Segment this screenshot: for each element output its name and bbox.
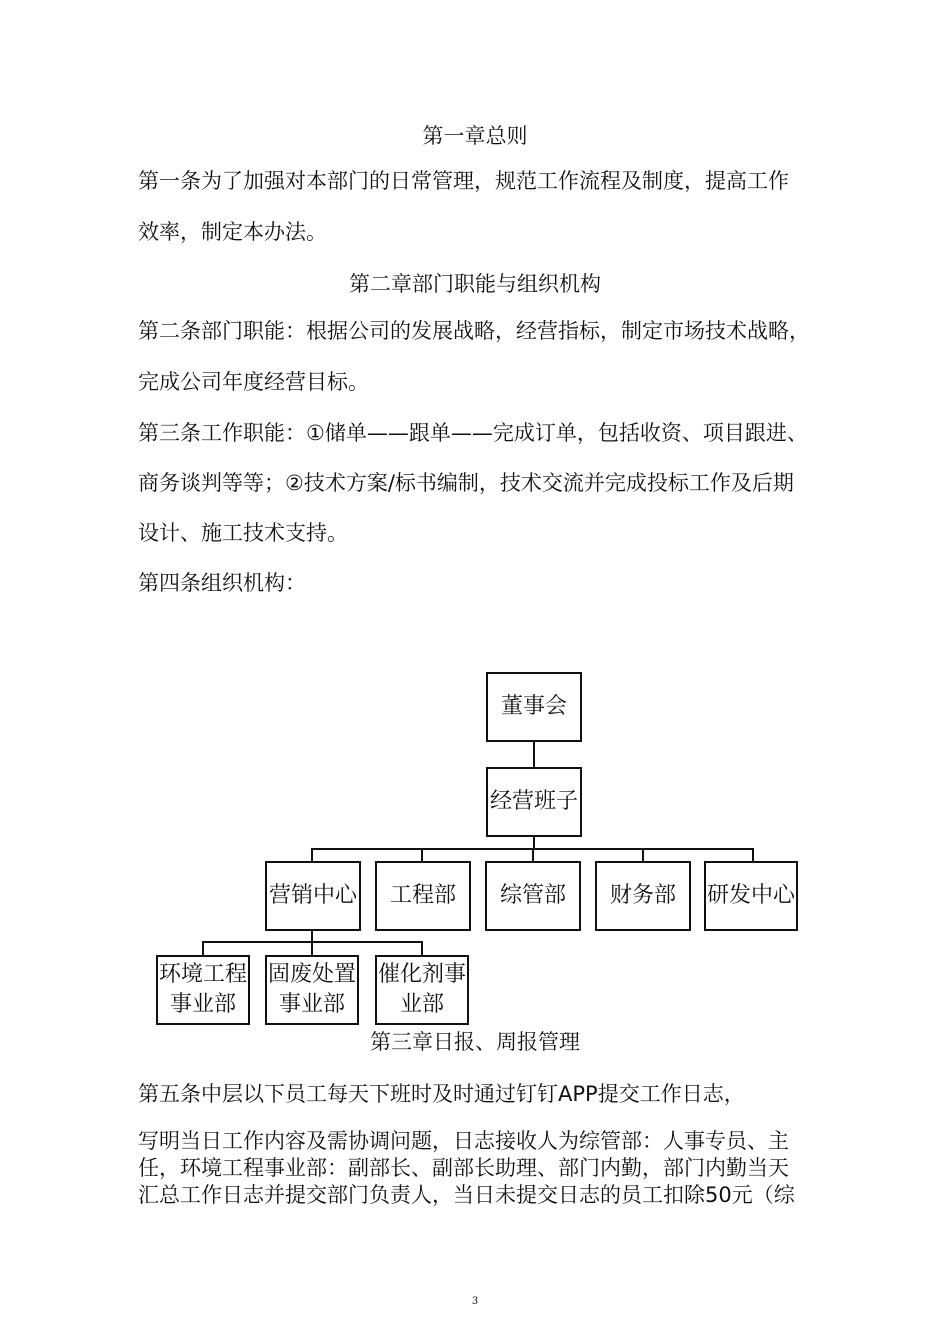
connector-dept5 xyxy=(752,848,754,862)
subunit-environmental-line2: 事业部 xyxy=(169,992,236,1017)
dept-engineering-box xyxy=(375,861,471,931)
article2-line1: 第二条部门职能：根据公司的发展战略，经营指标，制定市场技术战略， xyxy=(138,319,810,343)
subunit-catalyst-line2: 业部 xyxy=(399,992,444,1017)
dept-finance-label: 财务部 xyxy=(609,883,676,908)
article5-line3: 任，环境工程事业部：副部长、副部长助理、部门内勤，部门内勤当天 xyxy=(138,1156,789,1180)
subunit-solidwaste-box xyxy=(265,955,359,1025)
management-label: 经营班子 xyxy=(489,789,578,814)
article5-paragraph xyxy=(138,1128,818,1209)
subunit-catalyst-line1: 催化剂事 xyxy=(377,962,466,987)
article1-line2: 效率，制定本办法。 xyxy=(138,220,327,244)
article5-line4: 汇总工作日志并提交部门负责人，当日未提交日志的员工扣除50元（综 xyxy=(138,1183,795,1207)
dept-engineering-label: 工程部 xyxy=(389,883,456,908)
dept-marketing-label: 营销中心 xyxy=(268,883,357,908)
article3-line2: 商务谈判等等；②技术方案/标书编制，技术交流并完成投标工作及后期 xyxy=(138,471,794,495)
board-label: 董事会 xyxy=(500,694,567,719)
dept-admin-label: 综管部 xyxy=(499,883,566,908)
subunit-environmental-box xyxy=(156,955,250,1025)
article2-line2: 完成公司年度经营目标。 xyxy=(138,370,369,394)
management-box xyxy=(486,767,582,837)
article5-line1: 第五条中层以下员工每天下班时及时通过钉钉APP提交工作日志， xyxy=(138,1082,745,1106)
article5-line2: 写明当日工作内容及需协调问题，日志接收人为综管部：人事专员、主 xyxy=(138,1129,789,1153)
subunit-solidwaste-line2: 事业部 xyxy=(278,992,345,1017)
article4: 第四条组织机构： xyxy=(138,571,306,595)
article3-line3: 设计、施工技术支持。 xyxy=(138,521,348,545)
dept-finance-box xyxy=(595,861,691,931)
connector-sub2 xyxy=(311,941,313,956)
chapter2-title: 第二章部门职能与组织机构 xyxy=(349,272,601,296)
dept-admin-box xyxy=(485,861,581,931)
connector-dept1 xyxy=(311,848,313,862)
connector-board-management xyxy=(533,740,535,768)
subunit-environmental-line1: 环境工程 xyxy=(158,962,247,987)
connector-dept2 xyxy=(421,848,423,862)
board-box xyxy=(486,672,582,742)
dept-marketing-box xyxy=(265,861,361,931)
connector-sub1 xyxy=(202,941,204,956)
page-number: 3 xyxy=(471,1296,479,1307)
connector-dept3 xyxy=(532,848,534,862)
subunit-catalyst-box xyxy=(375,955,469,1025)
subunit-solidwaste-line1: 固废处置 xyxy=(267,962,356,987)
dept-rnd-label: 研发中心 xyxy=(706,883,795,908)
connector-management-bus xyxy=(533,835,535,849)
chapter3-title: 第三章日报、周报管理 xyxy=(370,1030,580,1054)
chapter1-title: 第一章总则 xyxy=(422,124,528,148)
connector-sub3 xyxy=(421,941,423,956)
article1-line1: 第一条为了加强对本部门的日常管理，规范工作流程及制度，提高工作 xyxy=(138,169,789,193)
article3-line1: 第三条工作职能：①储单——跟单——完成订单，包括收资、项目跟进、 xyxy=(138,421,808,445)
dept-rnd-box xyxy=(704,861,798,931)
connector-dept4 xyxy=(642,848,644,862)
